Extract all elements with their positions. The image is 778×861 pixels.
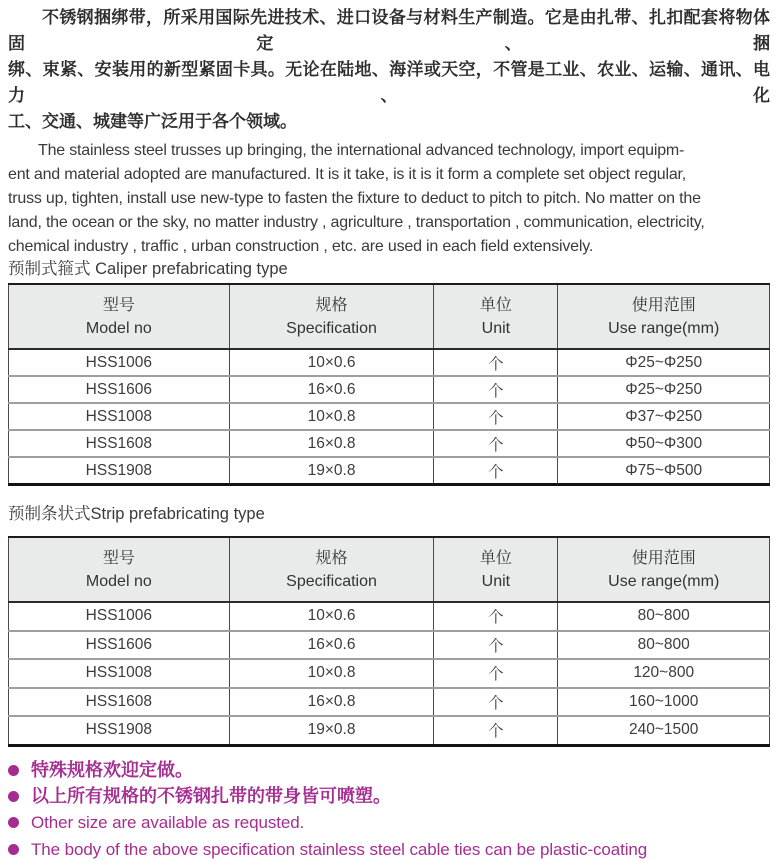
cell-specification: 10×0.6 — [229, 602, 434, 631]
cell-use-range: 160~1000 — [558, 688, 770, 717]
table-row — [9, 376, 770, 403]
cell-model: HSS1608 — [9, 688, 230, 717]
note-item — [8, 812, 770, 834]
column-header-specification — [229, 537, 434, 602]
column-header-en: Specification — [286, 319, 377, 337]
cell-specification: 16×0.8 — [229, 688, 434, 717]
cell-use-range: Φ25~Φ250 — [558, 376, 770, 403]
column-header-cn: 型号 — [102, 296, 135, 314]
column-header-model — [9, 537, 230, 602]
column-header-model — [9, 284, 230, 349]
cell-model: HSS1606 — [9, 376, 230, 403]
cell-use-range: Φ75~Φ500 — [558, 457, 770, 485]
column-header-cn: 规格 — [315, 296, 348, 314]
bullet-icon — [8, 844, 19, 855]
cell-specification: 19×0.8 — [229, 457, 434, 485]
column-header-en: Unit — [481, 319, 511, 337]
column-header-en: Model no — [85, 572, 152, 590]
column-header-en: Specification — [286, 572, 377, 590]
cell-use-range: Φ37~Φ250 — [558, 403, 770, 430]
cell-use-range: Φ25~Φ250 — [558, 349, 770, 376]
cell-model: HSS1006 — [9, 602, 230, 631]
table-row — [9, 716, 770, 745]
intro-en-line: ent and material adopted are manufactured. It is it take, is it is it form a complete set object regular, — [8, 166, 687, 183]
column-header-specification — [229, 284, 434, 349]
cell-specification: 16×0.6 — [229, 631, 434, 660]
column-header-en: Unit — [481, 572, 511, 590]
cell-model: HSS1006 — [9, 349, 230, 376]
table-row — [9, 659, 770, 688]
cell-specification: 16×0.8 — [229, 430, 434, 457]
note-item — [8, 839, 770, 861]
cell-use-range: 240~1500 — [558, 716, 770, 745]
spec-table-strip — [8, 536, 770, 747]
table-row — [9, 349, 770, 376]
cell-unit: 个 — [434, 457, 558, 485]
section-label-caliper: 预制式箍式 Caliper prefabricating type — [8, 260, 288, 278]
intro-en-line: land, the ocean or the sky, no matter industry , agriculture , transportation , communication, electricity, — [8, 214, 705, 231]
cell-specification: 19×0.8 — [229, 716, 434, 745]
intro-cn-line: 工、交通、城建等广泛用于各个领域。 — [8, 112, 297, 131]
section-label-strip: 预制条状式Strip prefabricating type — [8, 505, 265, 523]
cell-model: HSS1908 — [9, 716, 230, 745]
cell-use-range: 80~800 — [558, 631, 770, 660]
cell-unit: 个 — [434, 376, 558, 403]
cell-use-range: 120~800 — [558, 659, 770, 688]
column-header-cn: 型号 — [102, 549, 135, 567]
column-header-cn: 单位 — [479, 549, 512, 567]
cell-model: HSS1608 — [9, 430, 230, 457]
cell-unit: 个 — [434, 688, 558, 717]
column-header-en: Model no — [85, 319, 152, 337]
column-header-cn: 使用范围 — [631, 296, 696, 314]
cell-unit: 个 — [434, 403, 558, 430]
note-text: 特殊规格欢迎定做。 — [31, 759, 193, 780]
intro-paragraph-en — [8, 139, 770, 259]
intro-en-line: truss up, tighten, install use new-type to fasten the fixture to deduct to pitch to pitch. No matter on the — [8, 190, 701, 207]
column-header-cn: 规格 — [315, 549, 348, 567]
column-header-en: Use range(mm) — [608, 319, 720, 337]
table-row — [9, 430, 770, 457]
cell-use-range: 80~800 — [558, 602, 770, 631]
cell-specification: 10×0.8 — [229, 659, 434, 688]
intro-paragraph-cn — [8, 5, 770, 135]
intro-cn-line: 不锈钢捆绑带，所采用国际先进技术、进口设备与材料生产制造。它是由扎带、扎扣配套将物体固定、捆 — [8, 8, 770, 53]
table-header-row — [9, 537, 770, 602]
cell-model: HSS1008 — [9, 659, 230, 688]
cell-model: HSS1008 — [9, 403, 230, 430]
cell-use-range: Φ50~Φ300 — [558, 430, 770, 457]
bullet-icon — [8, 817, 19, 828]
note-text: Other size are available as requsted. — [31, 812, 305, 832]
cell-specification: 16×0.6 — [229, 376, 434, 403]
column-header-use-range — [558, 284, 770, 349]
notes-list — [8, 760, 770, 861]
note-text: 以上所有规格的不锈钢扎带的带身皆可喷塑。 — [31, 785, 391, 806]
cell-specification: 10×0.6 — [229, 349, 434, 376]
bullet-icon — [8, 791, 19, 802]
column-header-en: Use range(mm) — [608, 572, 720, 590]
column-header-unit — [434, 284, 558, 349]
intro-en-line: The stainless steel trusses up bringing, the international advanced technology, import equipm- — [38, 142, 685, 159]
column-header-cn: 单位 — [479, 296, 512, 314]
column-header-unit — [434, 537, 558, 602]
column-header-use-range — [558, 537, 770, 602]
table-row — [9, 403, 770, 430]
cell-unit: 个 — [434, 631, 558, 660]
cell-unit: 个 — [434, 659, 558, 688]
note-item — [8, 760, 770, 781]
table-row — [9, 631, 770, 660]
cell-model: HSS1908 — [9, 457, 230, 485]
cell-unit: 个 — [434, 716, 558, 745]
note-item — [8, 786, 770, 807]
cell-unit: 个 — [434, 349, 558, 376]
cell-specification: 10×0.8 — [229, 403, 434, 430]
table-row — [9, 457, 770, 485]
intro-en-line: chemical industry , traffic , urban construction , etc. are used in each field extensively. — [8, 238, 594, 255]
intro-cn-line: 绑、束紧、安装用的新型紧固卡具。无论在陆地、海洋或天空，不管是工业、农业、运输、通讯、电力、化 — [8, 60, 770, 105]
spec-table-caliper — [8, 283, 770, 486]
cell-model: HSS1606 — [9, 631, 230, 660]
bullet-icon — [8, 765, 19, 776]
cell-unit: 个 — [434, 602, 558, 631]
table-header-row — [9, 284, 770, 349]
table-row — [9, 688, 770, 717]
note-text: The body of the above specification stainless steel cable ties can be plastic-coating — [31, 839, 648, 859]
cell-unit: 个 — [434, 430, 558, 457]
table-row — [9, 602, 770, 631]
column-header-cn: 使用范围 — [631, 549, 696, 567]
